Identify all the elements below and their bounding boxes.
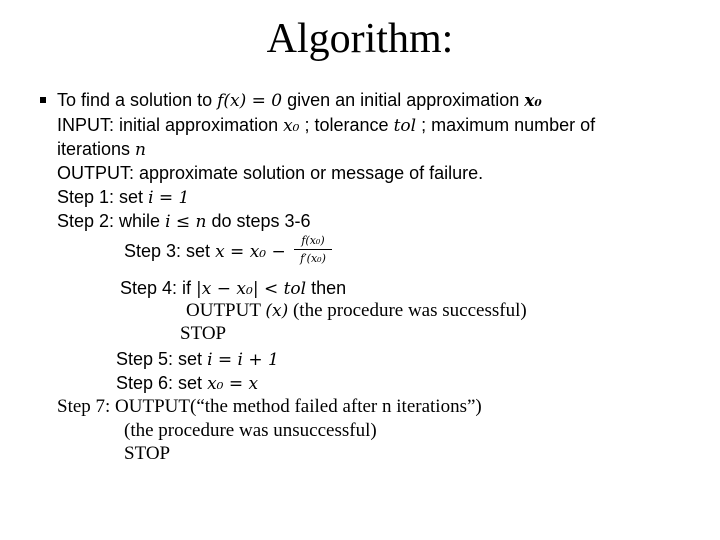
x0-symbol: x₀: [283, 116, 300, 136]
tol-symbol: tol: [393, 116, 417, 136]
step-6-math: x₀ = x: [207, 374, 259, 394]
fraction-numerator: f(x₀): [301, 234, 325, 247]
step-2-text-2: do steps 3-6: [206, 211, 311, 231]
step-4-text: Step 4: if: [120, 278, 197, 298]
step-4-stop: [180, 323, 226, 345]
step-7-note: [124, 420, 377, 442]
output-text-2: (the procedure was successful): [288, 300, 527, 321]
step-2-math: i ≤ n: [165, 212, 207, 232]
step-3-text: Step 3: set: [124, 241, 216, 261]
intro-text-2: given an initial approximation: [282, 90, 525, 110]
input-text-3: ; maximum number of: [416, 115, 596, 135]
failure-note-text: (the procedure was unsuccessful): [124, 420, 377, 441]
fraction-denominator: f′(x₀): [300, 252, 326, 265]
x0-symbol: x₀: [524, 91, 542, 111]
step-6-text: Step 6: set: [116, 373, 208, 393]
input-line: [57, 114, 595, 137]
intro-text: To find a solution to: [57, 90, 218, 110]
output-text: OUTPUT: [186, 300, 266, 321]
output-text: OUTPUT: approximate solution or message of failure.: [57, 163, 484, 183]
fraction-bar: [294, 249, 332, 250]
step-1: [57, 186, 189, 209]
step-3-math: x = x₀ −: [215, 242, 286, 262]
input-text: INPUT: initial approximation: [57, 115, 284, 135]
step-3: [124, 240, 286, 263]
step-5: [116, 348, 279, 371]
slide-title: Algorithm:: [266, 16, 454, 62]
step-5-math: i = i + 1: [207, 350, 279, 370]
step-4: [120, 277, 346, 300]
step-7: [57, 396, 482, 418]
step-1-math: i = 1: [148, 188, 190, 208]
step-4-output: [186, 300, 527, 322]
iterations-text: iterations: [57, 139, 136, 159]
step-2-text: Step 2: while: [57, 211, 166, 231]
newton-fraction: [294, 234, 332, 265]
step-2: [57, 210, 311, 233]
output-math: (x): [265, 301, 289, 321]
stop-text: STOP: [180, 323, 227, 344]
n-symbol: n: [135, 140, 146, 160]
stop-text: STOP: [124, 443, 171, 464]
step-7-text: Step 7: OUTPUT(“the method failed after n iterations”): [57, 396, 482, 417]
step-4-text-2: then: [306, 278, 347, 298]
step-6: [116, 372, 258, 395]
intro-line: [57, 89, 542, 112]
input-text-2: ; tolerance: [299, 115, 394, 135]
bullet-marker: [40, 97, 46, 103]
step-5-text: Step 5: set: [116, 349, 208, 369]
step-1-text: Step 1: set: [57, 187, 149, 207]
iterations-line: [57, 138, 146, 161]
step-7-stop: [124, 443, 170, 465]
step-4-math: |x − x₀| < tol: [196, 279, 307, 299]
output-line: [57, 162, 483, 184]
equation-fx: f(x) = 0: [217, 91, 283, 111]
